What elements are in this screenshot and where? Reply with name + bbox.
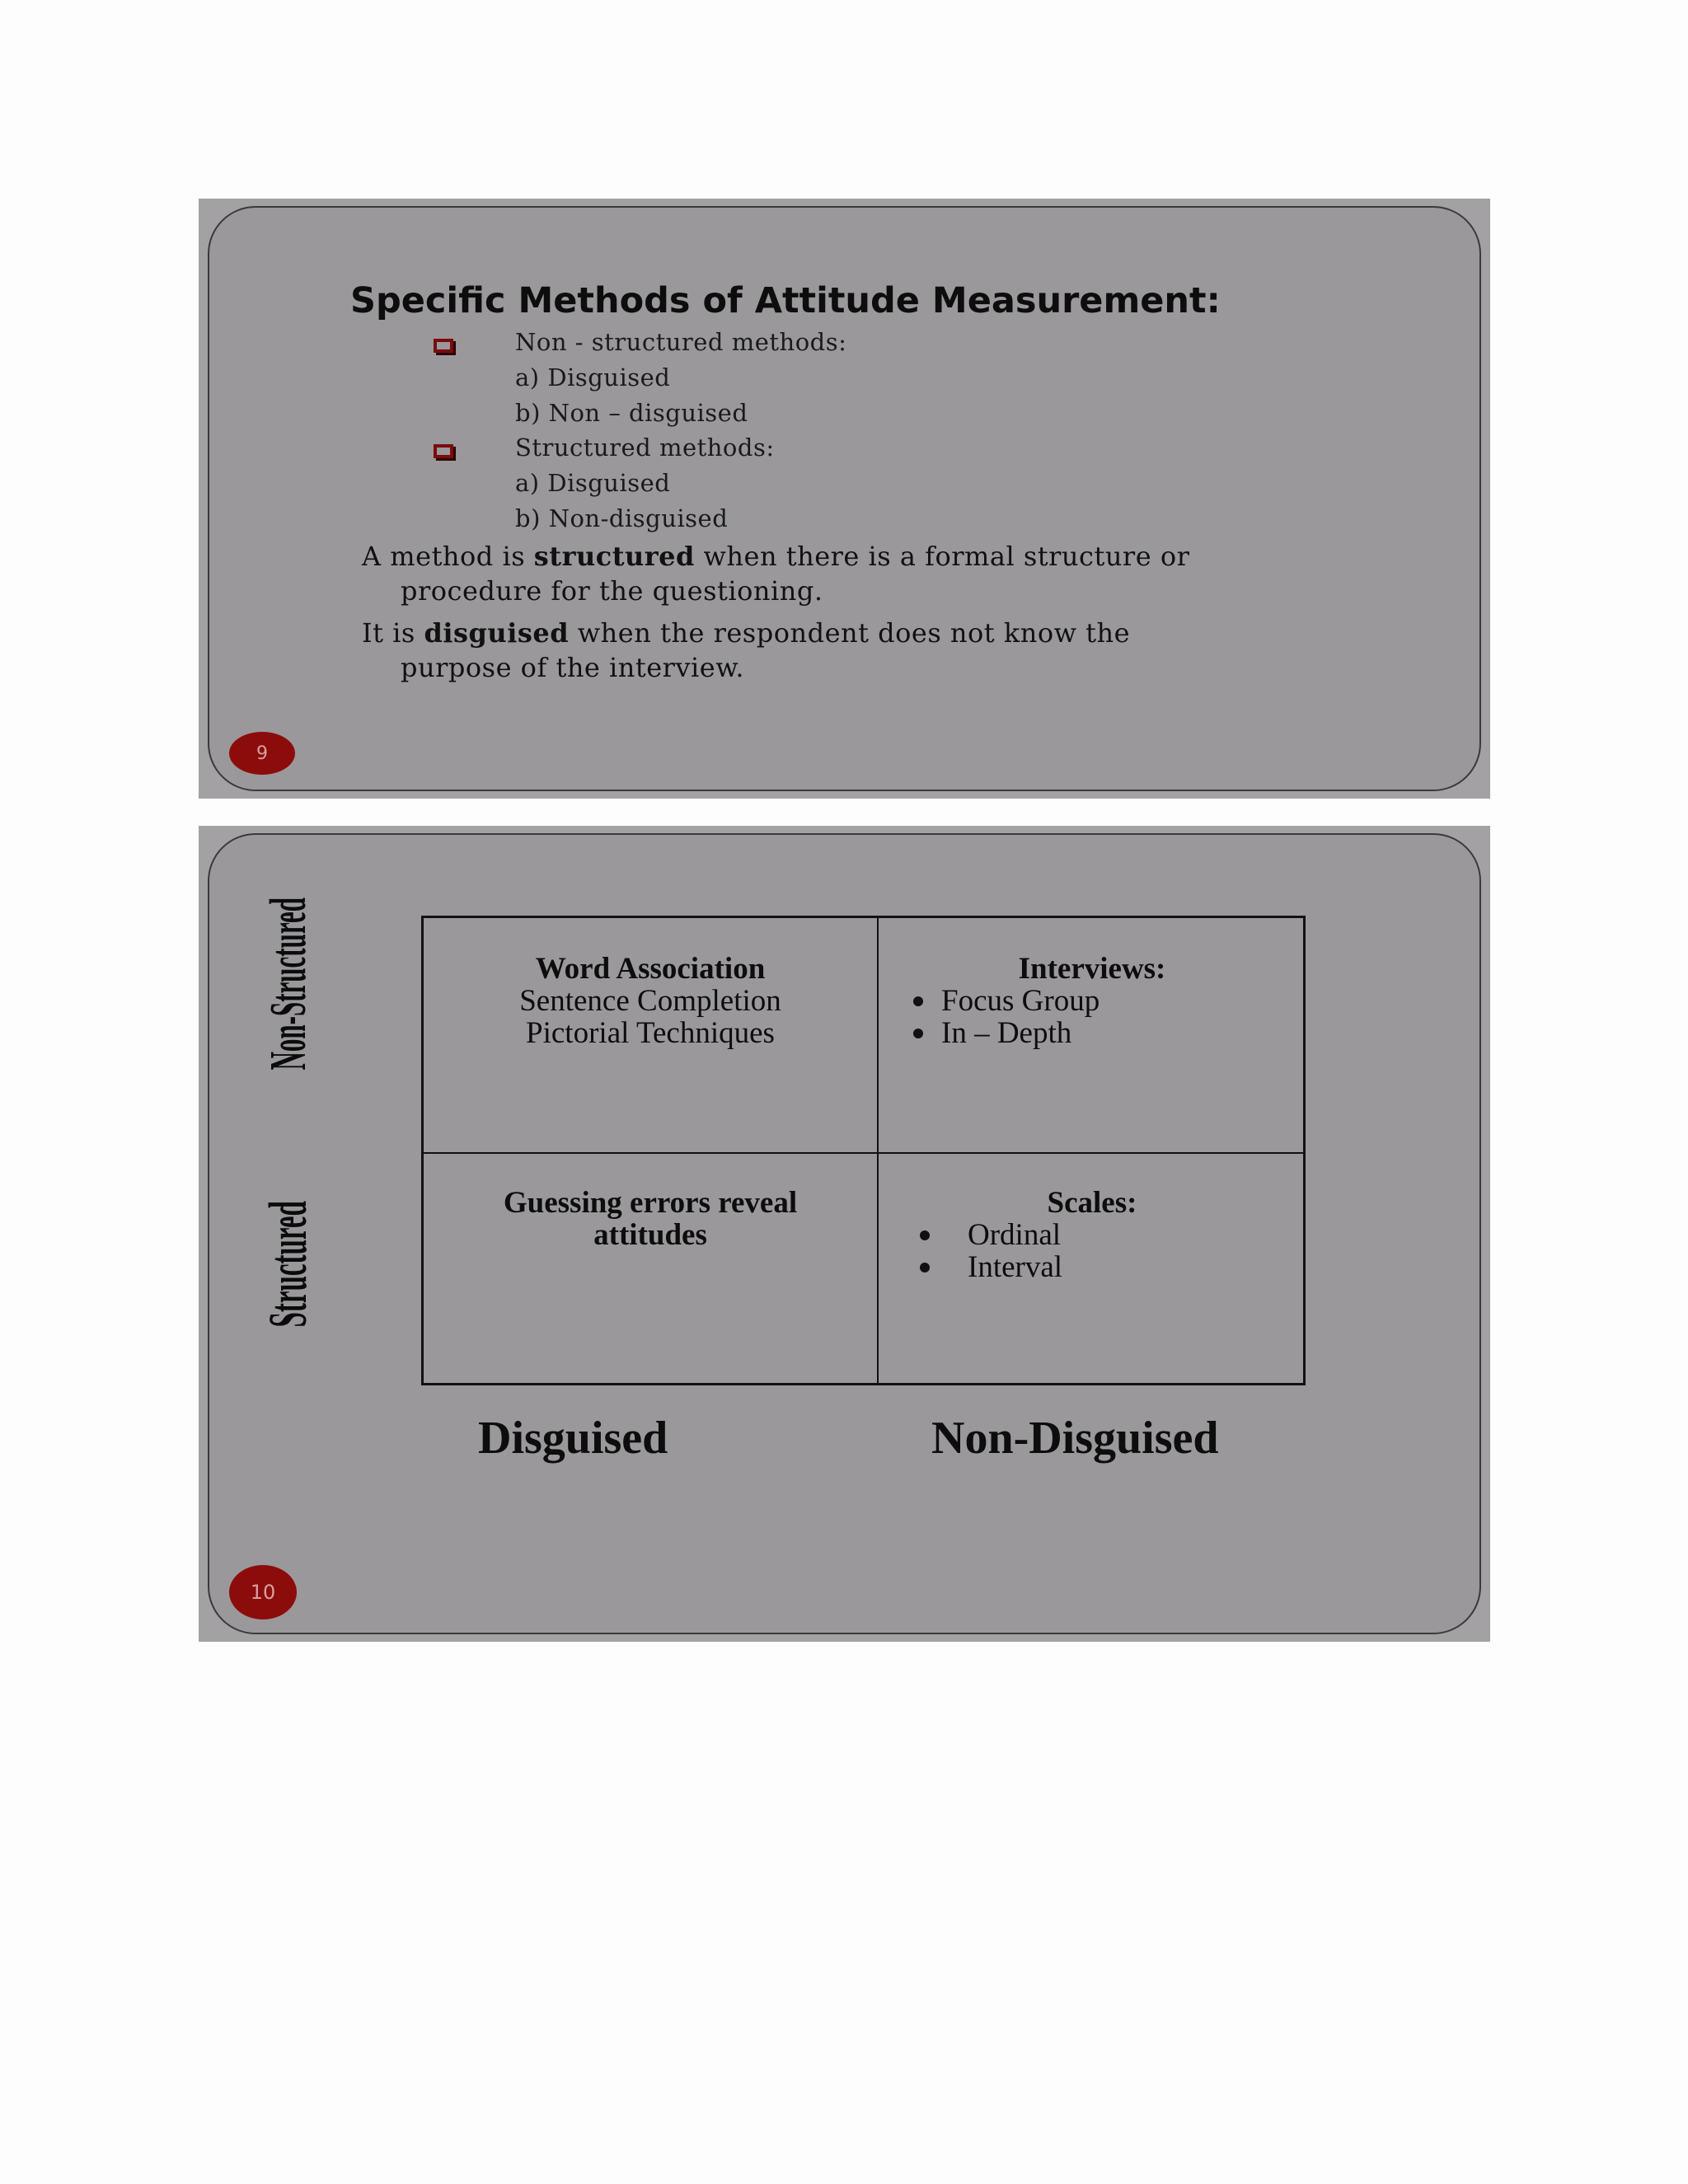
slide-10-body — [208, 833, 1481, 1634]
definition-structured-cont: procedure for the questioning. — [401, 575, 823, 607]
cell-nondisguised-nonstructured — [879, 953, 1306, 1049]
list-item: b) Non – disguised — [515, 399, 748, 427]
cell-line: Pictorial Techniques — [526, 1016, 775, 1050]
square-bullet-icon — [434, 339, 453, 353]
cell-disguised-structured — [424, 1187, 877, 1251]
slide-number-badge: 9 — [229, 732, 295, 775]
cell-heading: Word Association — [535, 952, 766, 986]
cell-bullet: Ordinal — [879, 1219, 1306, 1251]
square-bullet-icon — [434, 444, 453, 458]
cell-heading: Scales: — [1047, 1186, 1137, 1220]
list-heading: Non - structured methods: — [515, 328, 847, 356]
cell-disguised-nonstructured — [424, 953, 877, 1049]
list-heading: Structured methods: — [515, 434, 775, 462]
slide-number-badge: 10 — [229, 1565, 297, 1619]
slide-9 — [199, 199, 1490, 799]
cell-bullet: Focus Group — [879, 985, 1306, 1017]
definition-disguised-cont: purpose of the interview. — [401, 652, 744, 683]
cell-bullet: Interval — [879, 1251, 1306, 1283]
cell-line: Sentence Completion — [519, 984, 781, 1018]
slide-10 — [199, 826, 1490, 1642]
grid-divider — [424, 1152, 1303, 1154]
definition-disguised: It is disguised when the respondent does not know the — [362, 617, 1131, 649]
cell-heading: attitudes — [593, 1218, 707, 1252]
cell-bullet: In – Depth — [879, 1017, 1306, 1049]
row-label-structured: Structured — [258, 1201, 318, 1328]
slide-title: Specific Methods of Attitude Measurement: — [350, 280, 1221, 321]
cell-heading: Guessing errors reveal — [503, 1186, 798, 1220]
methods-matrix — [421, 916, 1306, 1385]
cell-nondisguised-structured — [879, 1187, 1306, 1283]
list-item: a) Disguised — [515, 363, 671, 391]
cell-heading: Interviews: — [1018, 952, 1166, 986]
column-label-non-disguised: Non-Disguised — [931, 1413, 1219, 1464]
definition-structured: A method is structured when there is a formal structure or — [362, 541, 1190, 572]
list-item: b) Non-disguised — [515, 504, 729, 532]
column-label-disguised: Disguised — [478, 1413, 668, 1464]
list-item: a) Disguised — [515, 469, 671, 497]
row-label-non-structured: Non-Structured — [260, 897, 316, 1071]
slide-9-body — [208, 206, 1481, 791]
